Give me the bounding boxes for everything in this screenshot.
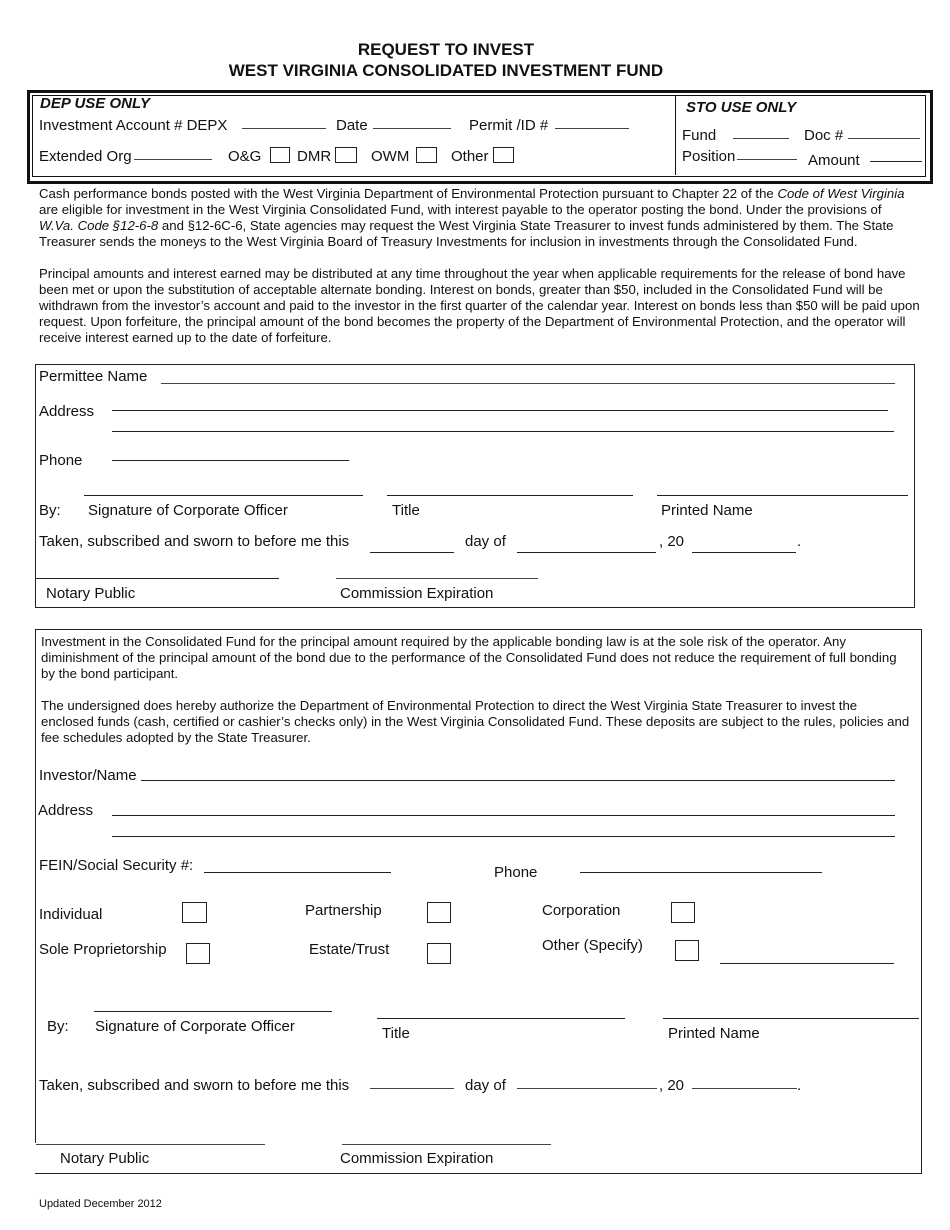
intro-text-b: are eligible for investment in the West Virginia Consolidated Fund, with interest payable to the operator posting the bond. Under the provisions of: [39, 202, 882, 218]
entity-other-label: Other (Specify): [542, 937, 643, 954]
permittee-printed-name-label: Printed Name: [661, 502, 753, 519]
dep-other-label: Other: [451, 148, 489, 165]
sto-fund-label: Fund: [682, 127, 717, 144]
entity-sole-label: Sole Proprietorship: [39, 941, 167, 958]
dep-date-field[interactable]: [373, 128, 451, 129]
permittee-period: .: [797, 533, 802, 550]
dep-heading: DEP USE ONLY: [40, 95, 151, 112]
dep-dmr-label: DMR: [297, 148, 332, 165]
permittee-notary-label: Notary Public: [46, 585, 136, 602]
dep-permit-label: Permit /ID #: [469, 117, 549, 134]
entity-individual-checkbox[interactable]: [182, 902, 207, 923]
investor-signature-line[interactable]: [94, 1011, 332, 1012]
entity-other-checkbox[interactable]: [675, 940, 699, 961]
permittee-address-label: Address: [39, 403, 95, 420]
investor-name-label: Investor/Name: [39, 767, 137, 784]
intro-text-a: Cash performance bonds posted with the West Virginia Department of Environmental Protection pursuant to Chapter 22 of the: [39, 186, 778, 201]
permittee-title-label: Title: [392, 502, 420, 519]
sto-fund-field[interactable]: [733, 138, 789, 139]
form-title-line1: REQUEST TO INVEST: [357, 40, 535, 59]
permittee-section: [35, 364, 915, 608]
dep-permit-field[interactable]: [555, 128, 629, 129]
permittee-sworn-label: Taken, subscribed and sworn to before me this: [39, 533, 350, 550]
investor-day-of-label: day of: [465, 1077, 506, 1094]
permittee-commission-label: Commission Expiration: [340, 585, 494, 602]
entity-corporation-checkbox[interactable]: [671, 902, 695, 923]
investor-address-label: Address: [38, 802, 94, 819]
investor-paragraph-2: The undersigned does hereby authorize the Department of Environmental Protection to direct the West Virginia State Treasurer to invest the enclosed funds (cash, certified or cashier’s checks only) in the West Virginia Consolidated Fund. These deposits are subject to the rules, policies and fee schedules adopted by the State Treasurer.: [41, 698, 910, 746]
investor-fein-field[interactable]: [204, 872, 391, 873]
investor-notary-line[interactable]: [36, 1144, 265, 1145]
investor-title-line[interactable]: [377, 1018, 625, 1019]
intro-wva-code-citation: W.Va. Code §12-6-8: [39, 218, 159, 234]
investor-sworn-month-field[interactable]: [517, 1088, 657, 1089]
investor-phone-label: Phone: [494, 864, 538, 881]
permittee-sworn-year-field[interactable]: [692, 552, 796, 553]
permittee-notary-line[interactable]: [36, 578, 279, 579]
permittee-phone-field[interactable]: [112, 460, 349, 461]
entity-estate-label: Estate/Trust: [309, 941, 390, 958]
dep-ext-org-label: Extended Org: [39, 148, 132, 165]
intro-paragraph-2: Principal amounts and interest earned may be distributed at any time throughout the year when applicable requirements for the release of bond have been met or upon the substitution of acceptable alternate bonding. Interest on bonds, greater than $50, included in the Consolidated Fund will be withdrawn from the investor’s account and paid to the investor in the first quarter of the calendar year. Interest on bonds less than $50 will be paid upon request. Upon forfeiture, the principal amount of the bond becomes the property of the Department of Environmental Protection, and the operator will receive interest earned up to the date of forfeiture.: [39, 266, 920, 346]
permittee-printed-name-line[interactable]: [657, 495, 908, 496]
investor-printed-name-label: Printed Name: [668, 1025, 760, 1042]
entity-sole-checkbox[interactable]: [186, 943, 210, 964]
sto-doc-label: Doc #: [804, 127, 844, 144]
entity-individual-label: Individual: [39, 906, 103, 923]
sto-position-field[interactable]: [737, 159, 797, 160]
investor-phone-field[interactable]: [580, 872, 822, 873]
permittee-sworn-day-field[interactable]: [370, 552, 454, 553]
permittee-name-label: Permittee Name: [39, 368, 148, 385]
investor-period: .: [797, 1077, 802, 1094]
dep-account-field[interactable]: [242, 128, 326, 129]
intro-text-c: and §12-6C-6, State agencies may request the West Virginia State Treasurer to invest funds administered by them. The State Treasurer sends the moneys to the West Virginia Board of Treasury Investments for inclusion in investments through the Consolidated Fund.: [39, 218, 894, 250]
sto-amount-field[interactable]: [870, 161, 922, 162]
dep-og-label: O&G: [228, 148, 262, 165]
permittee-year-prefix: , 20: [659, 533, 685, 550]
permittee-phone-label: Phone: [39, 452, 83, 469]
permittee-title-line[interactable]: [387, 495, 633, 496]
permittee-signature-line[interactable]: [84, 495, 363, 496]
form-title-line2: WEST VIRGINIA CONSOLIDATED INVESTMENT FUND: [228, 61, 664, 80]
investor-address-line1[interactable]: [112, 815, 895, 816]
permittee-name-field[interactable]: [161, 383, 895, 384]
investor-address-line2[interactable]: [112, 836, 895, 837]
admin-box-divider: [675, 95, 676, 175]
permittee-address-line1[interactable]: [112, 410, 888, 411]
investor-sworn-year-field[interactable]: [692, 1088, 797, 1089]
intro-code-citation: Code of West Virginia: [777, 186, 905, 201]
investor-commission-label: Commission Expiration: [340, 1150, 494, 1167]
permittee-day-of-label: day of: [465, 533, 506, 550]
investor-notary-label: Notary Public: [60, 1150, 150, 1167]
dep-ext-org-field[interactable]: [134, 159, 212, 160]
entity-partnership-label: Partnership: [305, 902, 382, 919]
dep-owm-label: OWM: [371, 148, 410, 165]
investor-printed-name-line[interactable]: [663, 1018, 919, 1019]
entity-partnership-checkbox[interactable]: [427, 902, 451, 923]
sto-amount-label: Amount: [808, 152, 860, 169]
permittee-sworn-month-field[interactable]: [517, 552, 656, 553]
investor-name-field[interactable]: [141, 780, 895, 781]
investor-title-label: Title: [382, 1025, 410, 1042]
sto-doc-field[interactable]: [848, 138, 920, 139]
investor-signature-label: Signature of Corporate Officer: [95, 1018, 295, 1035]
sto-position-label: Position: [682, 148, 736, 165]
dep-other-checkbox[interactable]: [493, 147, 514, 163]
permittee-signature-label: Signature of Corporate Officer: [88, 502, 288, 519]
intro-paragraph-1: [39, 186, 919, 250]
entity-estate-checkbox[interactable]: [427, 943, 451, 964]
entity-corporation-label: Corporation: [542, 902, 621, 919]
investor-commission-line[interactable]: [342, 1144, 551, 1145]
investor-section-left-border: [35, 629, 36, 1143]
dep-date-label: Date: [336, 117, 368, 134]
permittee-by-label: By:: [39, 502, 61, 519]
investor-by-label: By:: [47, 1018, 69, 1035]
footer-updated: Updated December 2012: [39, 1198, 162, 1210]
investor-sworn-day-field[interactable]: [370, 1088, 454, 1089]
dep-og-checkbox[interactable]: [270, 147, 290, 163]
dep-owm-checkbox[interactable]: [416, 147, 437, 163]
dep-account-label: Investment Account # DEPX: [39, 117, 228, 134]
permittee-address-line2[interactable]: [112, 431, 894, 432]
investor-fein-label: FEIN/Social Security #:: [39, 857, 194, 874]
sto-heading: STO USE ONLY: [686, 99, 797, 116]
investor-year-prefix: , 20: [659, 1077, 685, 1094]
investor-paragraph-1: Investment in the Consolidated Fund for the principal amount required by the applicable bonding law is at the sole risk of the operator. Any diminishment of the principal amount of the bond due to the performance of the Consolidated Fund does not reduce the requirement of full bonding by the bond participant.: [41, 634, 897, 682]
dep-dmr-checkbox[interactable]: [335, 147, 357, 163]
investor-sworn-label: Taken, subscribed and sworn to before me this: [39, 1077, 350, 1094]
permittee-commission-line[interactable]: [336, 578, 538, 579]
entity-other-specify-field[interactable]: [720, 963, 894, 964]
